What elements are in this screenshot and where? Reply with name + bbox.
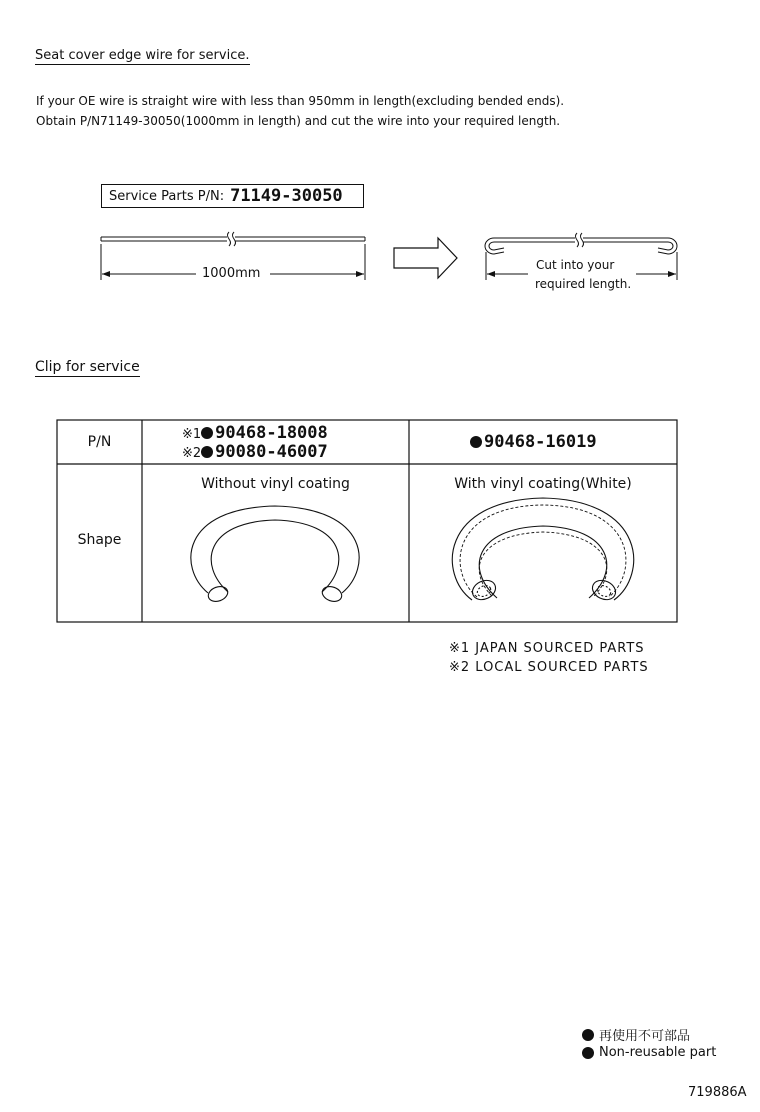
non-reusable-dot-icon	[470, 436, 482, 448]
clip-vinyl-drawing	[452, 498, 633, 603]
wire-instruction-line-2: Obtain P/N71149-30050(1000mm in length) and cut the wire into your required length.	[36, 114, 561, 128]
legend-en-text: Non-reusable part	[599, 1045, 717, 1060]
row-pn-label: P/N	[87, 434, 112, 450]
col2-shape-label: With vinyl coating(White)	[454, 476, 632, 492]
col1-part-number-1: 90468-18008	[215, 423, 328, 443]
wire-section-heading: Seat cover edge wire for service.	[35, 48, 250, 63]
straight-wire-drawing	[101, 232, 365, 246]
clip-section-heading: Clip for service	[35, 359, 140, 375]
service-parts-label: Service Parts P/N:	[109, 188, 225, 204]
non-reusable-dot-icon	[201, 446, 213, 458]
legend-jp-text: 再使用不可部品	[599, 1029, 691, 1044]
col2-pn-line	[470, 432, 597, 452]
cut-label-line-1: Cut into your	[536, 258, 615, 272]
cut-label-line-2: required length.	[535, 277, 632, 291]
local-source-mark: ※2	[182, 446, 202, 461]
col1-part-number-2: 90080-46007	[215, 442, 328, 462]
col1-pn-line-2	[182, 442, 328, 462]
process-arrow	[394, 238, 457, 278]
col2-part-number: 90468-16019	[484, 432, 597, 452]
legend-jp	[582, 1025, 690, 1044]
note-japan-sourced: ※1 JAPAN SOURCED PARTS	[449, 641, 645, 656]
non-reusable-dot-icon	[582, 1047, 594, 1059]
col1-pn-line-1	[182, 423, 328, 443]
length-label: 1000mm	[202, 266, 261, 281]
note-local-sourced: ※2 LOCAL SOURCED PARTS	[449, 660, 649, 675]
col1-shape-label: Without vinyl coating	[201, 476, 350, 492]
legend-en	[582, 1045, 716, 1060]
non-reusable-dot-icon	[201, 427, 213, 439]
bent-wire-drawing	[485, 233, 677, 254]
row-shape-label: Shape	[77, 532, 122, 548]
japan-source-mark: ※1	[182, 427, 202, 442]
figure-id: 719886A	[688, 1085, 747, 1100]
non-reusable-dot-icon	[582, 1029, 594, 1041]
wire-instruction-line-1: If your OE wire is straight wire with less than 950mm in length(excluding bended ends).	[36, 94, 565, 108]
clip-plain-drawing	[191, 506, 359, 604]
service-parts-number: 71149-30050	[230, 186, 343, 206]
